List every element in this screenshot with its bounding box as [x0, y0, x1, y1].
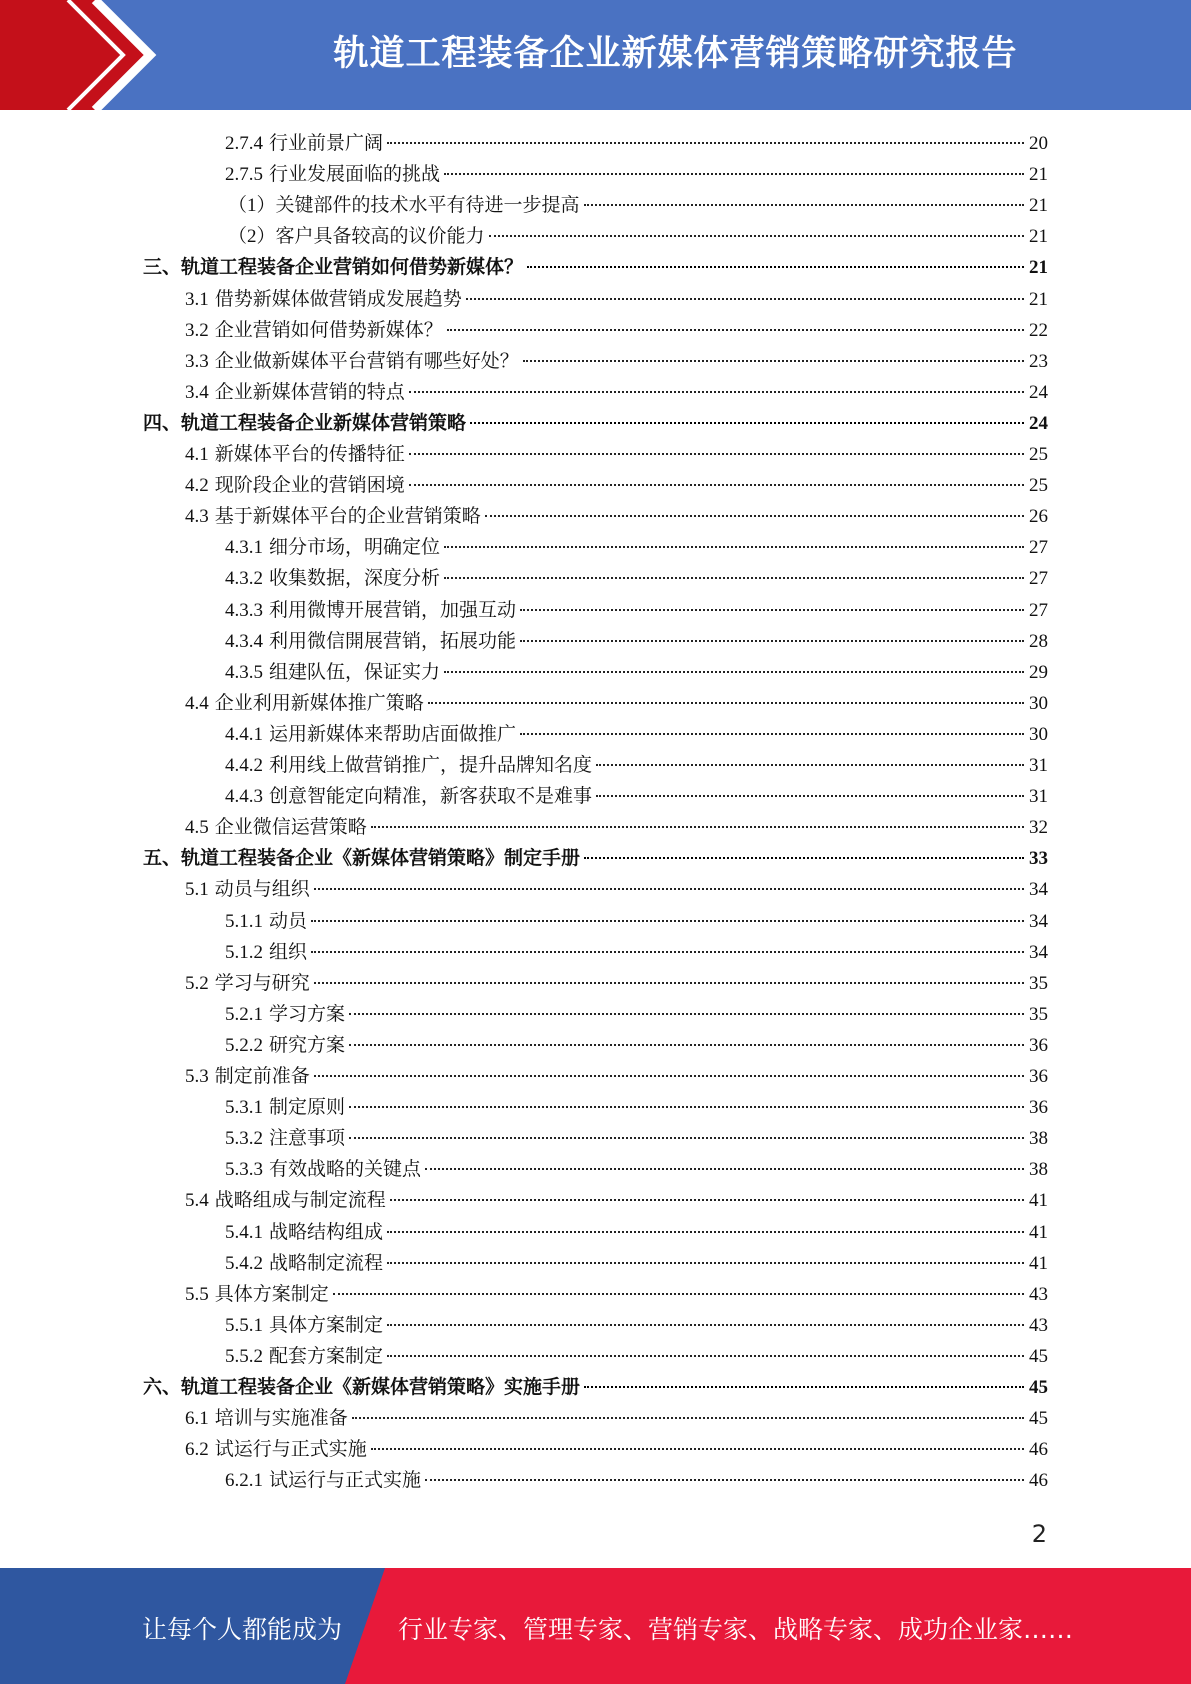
toc-entry[interactable] — [225, 657, 1048, 688]
toc-dot-leader — [314, 982, 1024, 984]
toc-entry-title: 学习方案 — [269, 1003, 346, 1025]
toc-entry-title: 动员 — [269, 910, 308, 932]
toc-entry-number: 4.3.5 — [225, 661, 263, 683]
toc-entry[interactable] — [143, 252, 1048, 283]
toc-entry[interactable] — [225, 1092, 1048, 1123]
toc-entry-title: 运用新媒体来帮助店面做推广 — [269, 723, 517, 745]
toc-entry-title: 轨道工程装备企业营销如何借势新媒体？ — [181, 257, 524, 279]
toc-entry-page: 34 — [1029, 879, 1048, 901]
toc-entry-title: 新媒体平台的传播特征 — [214, 444, 405, 465]
toc-dot-leader — [314, 888, 1024, 890]
toc-entry-title: 试运行与正式实施 — [269, 1470, 422, 1492]
toc-entry-page: 35 — [1029, 972, 1048, 994]
toc-dot-leader — [425, 1168, 1024, 1170]
toc-entry-title: 战略组成与制定流程 — [214, 1190, 386, 1212]
toc-entry-page: 21 — [1029, 164, 1048, 186]
toc-entry-page: 28 — [1029, 630, 1048, 652]
toc-entry-number: 5.1 — [185, 879, 209, 901]
toc-entry-page: 29 — [1029, 661, 1048, 683]
toc-entry-page: 27 — [1029, 568, 1048, 590]
toc-entry-number: 4.3 — [185, 506, 209, 528]
toc-dot-leader — [387, 1231, 1024, 1233]
toc-entry-title: 企业营销如何借势新媒体？ — [214, 319, 443, 341]
toc-entry[interactable] — [185, 377, 1048, 408]
toc-dot-leader — [311, 920, 1024, 922]
toc-entry-number: 五、 — [143, 848, 182, 870]
toc-dot-leader — [311, 951, 1024, 953]
toc-entry-number: 5.3.2 — [225, 1128, 263, 1150]
toc-entry-number: 4.1 — [185, 444, 209, 465]
toc-dot-leader — [387, 142, 1024, 144]
toc-dot-leader — [387, 1262, 1024, 1264]
toc-dot-leader — [371, 1448, 1024, 1450]
toc-entry-page: 45 — [1029, 1408, 1048, 1430]
toc-entry-number: 5.3 — [185, 1066, 209, 1087]
toc-entry-page: 21 — [1029, 195, 1048, 217]
toc-entry-page: 35 — [1029, 1003, 1048, 1025]
toc-entry-page: 38 — [1029, 1128, 1048, 1150]
toc-entry-page: 41 — [1029, 1221, 1048, 1243]
page-number: 2 — [1031, 1520, 1047, 1548]
toc-dot-leader — [371, 826, 1024, 828]
toc-entry-title: 培训与实施准备 — [214, 1408, 348, 1430]
toc-dot-leader — [466, 298, 1024, 300]
toc-entry-page: 24 — [1029, 381, 1048, 403]
toc-entry-number: 6.1 — [185, 1408, 209, 1430]
toc-entry-number: 6.2.1 — [225, 1470, 263, 1492]
toc-entry-title: 学习与研究 — [214, 972, 310, 994]
toc-entry-page: 46 — [1029, 1470, 1048, 1492]
toc-dot-leader — [314, 1075, 1024, 1077]
toc-entry-title: 利用微信開展营销，拓展功能 — [269, 630, 517, 652]
toc-entry-page: 21 — [1029, 288, 1048, 310]
toc-entry-number: 5.4.1 — [225, 1221, 263, 1243]
toc-entry-page: 25 — [1029, 444, 1048, 465]
toc-entry-title: 注意事项 — [269, 1128, 346, 1150]
toc-entry[interactable] — [225, 595, 1048, 626]
toc-dot-leader — [470, 422, 1024, 424]
toc-entry-page: 43 — [1029, 1314, 1048, 1336]
toc-entry-number: 2.7.4 — [225, 133, 263, 154]
toc-dot-leader — [349, 1137, 1024, 1139]
toc-dot-leader — [409, 484, 1024, 486]
toc-entry-page: 32 — [1029, 817, 1048, 839]
toc-entry-title: 动员与组织 — [214, 879, 310, 901]
toc-entry-title: 利用微博开展营销，加强互动 — [269, 599, 517, 621]
toc-entry[interactable] — [185, 315, 1048, 346]
report-title: 轨道工程装备企业新媒体营销策略研究报告 — [333, 34, 1018, 74]
toc-entry-title: 基于新媒体平台的企业营销策略 — [214, 506, 481, 528]
toc-entry-page: 24 — [1029, 412, 1048, 434]
toc-entry-title: 收集数据，深度分析 — [269, 568, 441, 590]
toc-entry-number: 3.3 — [185, 350, 209, 372]
toc-entry-title: 轨道工程装备企业《新媒体营销策略》制定手册 — [181, 848, 581, 870]
toc-entry-page: 25 — [1029, 475, 1048, 497]
toc-entry-page: 38 — [1029, 1159, 1048, 1181]
toc-entry[interactable] — [225, 563, 1048, 594]
toc-entry-page: 26 — [1029, 506, 1048, 528]
toc-entry[interactable] — [228, 190, 1048, 221]
toc-entry[interactable] — [143, 1372, 1048, 1403]
toc-entry-number: 三、 — [143, 257, 182, 279]
toc-entry-title: 有效战略的关键点 — [269, 1159, 422, 1181]
toc-entry[interactable] — [185, 1403, 1048, 1434]
toc-entry[interactable] — [185, 346, 1048, 377]
toc-entry-page: 34 — [1029, 941, 1048, 963]
toc-entry[interactable] — [225, 999, 1048, 1030]
toc-entry-page: 27 — [1029, 537, 1048, 559]
toc-entry-title: 客户具备较高的议价能力 — [275, 226, 485, 248]
toc-entry-number: 5.5 — [185, 1283, 209, 1305]
toc-entry-title: 利用线上做营销推广，提升品牌知名度 — [269, 755, 593, 776]
toc-entry[interactable] — [185, 688, 1048, 719]
toc-entry-page: 45 — [1029, 1345, 1048, 1367]
toc-entry-page: 41 — [1029, 1190, 1048, 1212]
toc-entry-page: 20 — [1029, 133, 1048, 154]
toc-entry-page: 33 — [1029, 848, 1048, 870]
toc-entry-page: 22 — [1029, 319, 1048, 341]
toc-entry[interactable] — [143, 843, 1048, 874]
toc-dot-leader — [387, 1355, 1024, 1357]
toc-entry[interactable] — [185, 501, 1048, 532]
toc-entry[interactable] — [185, 439, 1048, 470]
toc-dot-leader — [447, 329, 1024, 331]
toc-entry-page: 21 — [1029, 226, 1048, 248]
toc-entry-number: 5.5.2 — [225, 1345, 263, 1367]
toc-dot-leader — [596, 764, 1024, 766]
toc-entry[interactable] — [225, 626, 1048, 657]
toc-entry-number: 六、 — [143, 1377, 182, 1398]
toc-entry-number: 3.2 — [185, 319, 209, 341]
toc-entry-title: 组建队伍，保证实力 — [269, 661, 441, 683]
toc-entry-number: 四、 — [143, 412, 182, 434]
toc-dot-leader — [428, 702, 1024, 704]
toc-entry-title: 借势新媒体做营销成发展趋势 — [214, 288, 462, 310]
toc-entry-title: 关键部件的技术水平有待进一步提高 — [275, 195, 580, 217]
toc-entry-title: 现阶段企业的营销困境 — [214, 475, 405, 497]
toc-entry-page: 41 — [1029, 1252, 1048, 1274]
toc-entry-number: 4.4 — [185, 692, 209, 714]
toc-entry-number: 5.4.2 — [225, 1252, 263, 1274]
toc-entry[interactable] — [225, 1217, 1048, 1248]
toc-entry-title: 轨道工程装备企业《新媒体营销策略》实施手册 — [181, 1377, 581, 1398]
toc-entry-title: 细分市场，明确定位 — [269, 537, 441, 559]
toc-entry-title: 具体方案制定 — [269, 1314, 384, 1336]
toc-entry[interactable] — [228, 221, 1048, 252]
toc-entry-page: 31 — [1029, 755, 1048, 776]
toc-entry-title: 行业前景广阔 — [269, 133, 384, 154]
toc-entry-title: 行业发展面临的挑战 — [269, 164, 441, 186]
toc-entry-number: 5.2.1 — [225, 1003, 263, 1025]
toc-dot-leader — [349, 1106, 1024, 1108]
toc-entry-title: 企业做新媒体平台营销有哪些好处？ — [214, 350, 519, 372]
toc-entry-number: 3.1 — [185, 288, 209, 310]
toc-entry[interactable] — [225, 781, 1048, 812]
toc-entry-number: 3.4 — [185, 381, 209, 403]
toc-dot-leader — [520, 733, 1024, 735]
toc-entry-page: 21 — [1029, 257, 1048, 279]
toc-entry[interactable] — [225, 937, 1048, 968]
toc-entry-page: 34 — [1029, 910, 1048, 932]
toc-entry-number: 5.1.2 — [225, 941, 263, 963]
toc-entry-title: 轨道工程装备企业新媒体营销策略 — [181, 412, 467, 434]
toc-entry-title: 企业利用新媒体推广策略 — [214, 692, 424, 714]
page-header — [0, 0, 1191, 110]
toc-entry[interactable] — [185, 1061, 1048, 1092]
toc-entry-title: 制定前准备 — [214, 1066, 310, 1087]
toc-entry-number: 4.3.2 — [225, 568, 263, 590]
toc-dot-leader — [425, 1479, 1024, 1481]
toc-entry-number: 6.2 — [185, 1439, 209, 1461]
toc-entry-page: 43 — [1029, 1283, 1048, 1305]
toc-entry-number: 4.4.2 — [225, 755, 263, 776]
toc-dot-leader — [527, 266, 1024, 268]
toc-entry-title: 组织 — [269, 941, 308, 963]
toc-entry[interactable] — [225, 128, 1048, 159]
toc-entry-page: 30 — [1029, 723, 1048, 745]
toc-entry-title: 企业微信运营策略 — [214, 817, 367, 839]
page-footer — [0, 1568, 1191, 1684]
toc-entry-number: 5.5.1 — [225, 1314, 263, 1336]
toc-dot-leader — [352, 1417, 1024, 1419]
toc-dot-leader — [584, 1386, 1024, 1388]
toc-dot-leader — [444, 671, 1024, 673]
toc-entry[interactable] — [185, 1434, 1048, 1465]
toc-entry[interactable] — [225, 750, 1048, 781]
toc-dot-leader — [349, 1044, 1024, 1046]
toc-entry-number: 5.3.3 — [225, 1159, 263, 1181]
toc-entry[interactable] — [225, 1030, 1048, 1061]
toc-entry-number: 4.5 — [185, 817, 209, 839]
toc-dot-leader — [520, 640, 1024, 642]
toc-dot-leader — [444, 577, 1024, 579]
toc-dot-leader — [390, 1199, 1024, 1201]
toc-entry[interactable] — [225, 159, 1048, 190]
toc-entry-number: 4.2 — [185, 475, 209, 497]
toc-entry-title: 试运行与正式实施 — [214, 1439, 367, 1461]
toc-entry-number: 4.4.3 — [225, 786, 263, 808]
toc-entry[interactable] — [225, 1310, 1048, 1341]
toc-entry[interactable] — [225, 1123, 1048, 1154]
toc-entry[interactable] — [185, 1279, 1048, 1310]
footer-slogan-left: 让每个人都能成为 — [142, 1615, 343, 1644]
toc-entry-number: （1） — [228, 195, 276, 217]
toc-entry-page: 30 — [1029, 692, 1048, 714]
toc-entry[interactable] — [225, 1341, 1048, 1372]
toc-entry[interactable] — [225, 532, 1048, 563]
toc-entry-page: 36 — [1029, 1066, 1048, 1087]
toc-entry-number: （2） — [228, 226, 276, 248]
toc-dot-leader — [584, 204, 1024, 206]
toc-entry-title: 战略结构组成 — [269, 1221, 384, 1243]
toc-entry-page: 36 — [1029, 1097, 1048, 1119]
toc-entry[interactable] — [185, 284, 1048, 315]
toc-dot-leader — [387, 1324, 1024, 1326]
toc-entry-number: 5.2.2 — [225, 1034, 263, 1056]
toc-entry[interactable] — [185, 470, 1048, 501]
toc-entry[interactable] — [225, 1248, 1048, 1279]
toc-dot-leader — [349, 1013, 1024, 1015]
toc-entry-number: 5.4 — [185, 1190, 209, 1212]
toc-entry[interactable] — [143, 408, 1048, 439]
toc-entry-page: 46 — [1029, 1439, 1048, 1461]
toc-entry-title: 制定原则 — [269, 1097, 346, 1119]
toc-entry-page: 45 — [1029, 1377, 1048, 1398]
toc-dot-leader — [444, 546, 1024, 548]
toc-entry[interactable] — [225, 1154, 1048, 1185]
toc-entry-number: 4.3.4 — [225, 630, 263, 652]
toc-dot-leader — [584, 857, 1024, 859]
toc-entry[interactable] — [225, 906, 1048, 937]
toc-entry-title: 具体方案制定 — [214, 1283, 329, 1305]
toc-entry-number: 5.1.1 — [225, 910, 263, 932]
toc-entry[interactable] — [185, 1185, 1048, 1216]
toc-entry-page: 23 — [1029, 350, 1048, 372]
toc-entry-number: 4.3.3 — [225, 599, 263, 621]
toc-dot-leader — [409, 391, 1024, 393]
toc-entry-number: 4.4.1 — [225, 723, 263, 745]
toc-entry[interactable] — [225, 719, 1048, 750]
toc-entry[interactable] — [185, 812, 1048, 843]
toc-dot-leader — [485, 515, 1024, 517]
toc-entry[interactable] — [185, 968, 1048, 999]
toc-entry-title: 创意智能定向精准，新客获取不是难事 — [269, 786, 593, 808]
toc-entry-title: 配套方案制定 — [269, 1345, 384, 1367]
toc-dot-leader — [333, 1293, 1024, 1295]
toc-entry-title: 企业新媒体营销的特点 — [214, 381, 405, 403]
toc-dot-leader — [523, 360, 1024, 362]
toc-entry[interactable] — [185, 874, 1048, 905]
toc-dot-leader — [409, 453, 1024, 455]
toc-entry-page: 27 — [1029, 599, 1048, 621]
toc-dot-leader — [489, 235, 1024, 237]
toc-dot-leader — [444, 173, 1024, 175]
toc-entry-page: 36 — [1029, 1034, 1048, 1056]
toc-entry-page: 31 — [1029, 786, 1048, 808]
toc-entry-number: 2.7.5 — [225, 164, 263, 186]
toc-entry-title: 战略制定流程 — [269, 1252, 384, 1274]
toc-entry-number: 4.3.1 — [225, 537, 263, 559]
toc-dot-leader — [596, 795, 1024, 797]
toc-entry-title: 研究方案 — [269, 1034, 346, 1056]
toc-dot-leader — [520, 609, 1024, 611]
footer-slogan-right: 行业专家、管理专家、营销专家、战略专家、成功企业家…… — [398, 1615, 1074, 1644]
toc-entry[interactable] — [225, 1465, 1048, 1496]
toc-entry-number: 5.3.1 — [225, 1097, 263, 1119]
toc-entry-number: 5.2 — [185, 972, 209, 994]
